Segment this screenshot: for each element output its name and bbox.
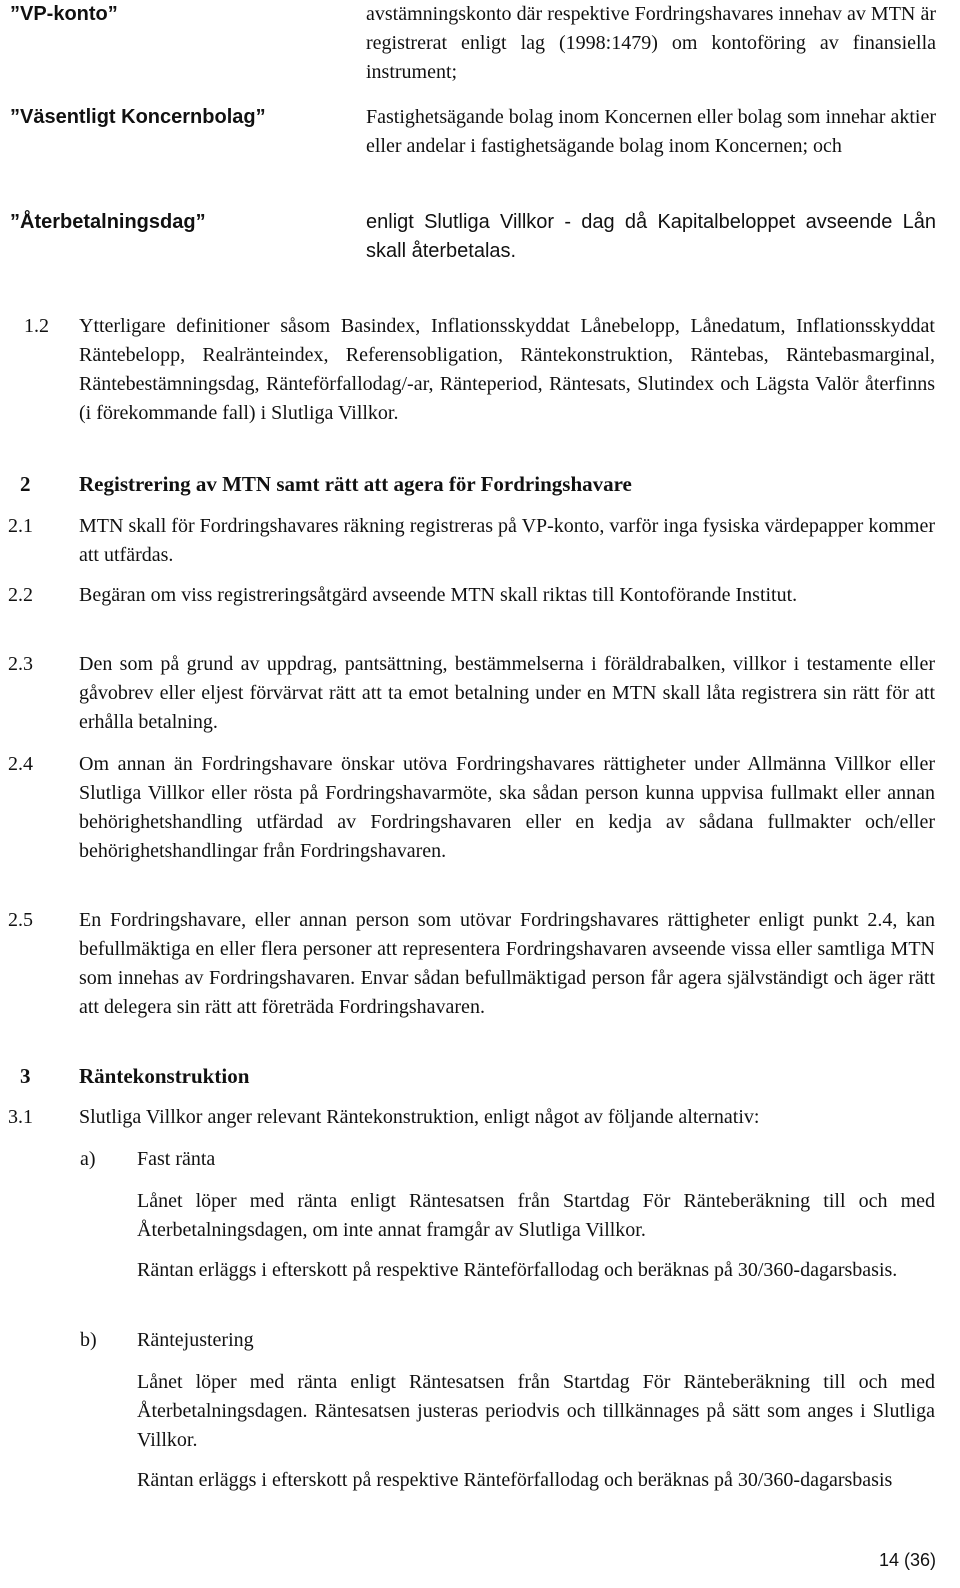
alternative-label-a: a)	[80, 1148, 96, 1170]
definition-text-aterbetalningsdag: enligt Slutliga Villkor - dag då Kapitalbeloppet avseende Lån skall återbetalas.	[366, 211, 936, 262]
alternative-b-paragraph-1: Lånet löper med ränta enligt Räntesatsen från Startdag För Ränteberäkning till och med Återbetalningsdagen. Räntesatsen justeras periodvis och tillkännages på sätt som anges i Slutliga Villkor.	[137, 1371, 935, 1451]
alternative-label-b: b)	[80, 1329, 97, 1351]
clause-number-2-4: 2.4	[8, 753, 33, 775]
clause-number-2-3: 2.3	[8, 653, 33, 675]
definition-text-vp-konto: avstämningskonto där respektive Fordringshavares innehav av MTN är registrerat enligt lag (1998:1479) om kontoföring av finansiella instrument;	[366, 3, 936, 83]
section-number-2: 2	[20, 472, 31, 496]
alternative-title-a: Fast ränta	[137, 1148, 216, 1170]
clause-text-2-1: MTN skall för Fordringshavares räkning registreras på VP-konto, varför inga fysiska värdepapper kommer att utfärdas.	[79, 515, 935, 566]
clause-text-2-3: Den som på grund av uppdrag, pantsättning, bestämmelserna i föräldrabalken, villkor i testamente eller gåvobrev eller eljest förvärvat rätt att ta emot betalning under en MTN skall låta registrera sin rätt för att erhålla betalning.	[79, 653, 935, 733]
alternative-a-paragraph-1: Lånet löper med ränta enligt Räntesatsen från Startdag För Ränteberäkning till och med Återbetalningsdagen, om inte annat framgår av Slutliga Villkor.	[137, 1190, 935, 1241]
alternative-b-paragraph-2: Räntan erläggs i efterskott på respektive Ränteförfallodag och beräknas på 30/360-dagarsbasis	[137, 1469, 893, 1491]
clause-number-2-1: 2.1	[8, 515, 33, 537]
definition-term-vp-konto: ”VP-konto”	[10, 3, 118, 25]
definition-text-vasentligt-koncernbolag: Fastighetsägande bolag inom Koncernen eller bolag som innehar aktier eller andelar i fastighetsägande bolag inom Koncernen; och	[366, 106, 936, 157]
clause-text-1-2: Ytterligare definitioner såsom Basindex, Inflationsskyddat Lånebelopp, Lånedatum, Inflationsskyddat Räntebelopp, Realränteindex, Referensobligation, Räntekonstruktion, Räntebas, Räntebasmarginal, Räntebestämningsdag, Ränteförfallodag/-ar, Ränteperiod, Räntesats, Slutindex och Lägsta Valör återfinns (i förekommande fall) i Slutliga Villkor.	[79, 315, 935, 424]
clause-number-2-2: 2.2	[8, 584, 33, 606]
clause-text-2-4: Om annan än Fordringshavare önskar utöva Fordringshavares rättigheter under Allmänna Villkor eller Slutliga Villkor eller rösta på Fordringshavarmöte, ska sådan person kunna uppvisa fullmakt eller annan behörighetshandling utfärdad av Fordringshavaren eller en kedja av sådana fullmakter och/eller behörighetshandlingar från Fordringshavaren.	[79, 753, 935, 862]
alternative-title-b: Räntejustering	[137, 1329, 254, 1351]
page-number: 14 (36)	[878, 1550, 936, 1570]
clause-number-1-2: 1.2	[24, 315, 49, 337]
clause-number-3-1: 3.1	[8, 1106, 33, 1128]
section-title-2: Registrering av MTN samt rätt att agera för Fordringshavare	[79, 472, 632, 496]
section-number-3: 3	[20, 1064, 31, 1088]
clause-number-2-5: 2.5	[8, 909, 33, 931]
clause-text-3-1: Slutliga Villkor anger relevant Räntekonstruktion, enligt något av följande alternativ:	[79, 1106, 760, 1128]
clause-text-2-5: En Fordringshavare, eller annan person som utövar Fordringshavares rättigheter enligt punkt 2.4, kan befullmäktiga en eller flera personer att representera Fordringshavaren avseende vissa eller samtliga MTN som innehas av Fordringshavaren. Envar sådan befullmäktigad person får agera självständigt och äger rätt att delegera sin rätt att företräda Fordringshavaren.	[79, 909, 935, 1018]
clause-text-2-2: Begäran om viss registreringsåtgärd avseende MTN skall riktas till Kontoförande Institut.	[79, 584, 798, 606]
definition-term-vasentligt-koncernbolag: ”Väsentligt Koncernbolag”	[10, 106, 266, 128]
alternative-a-paragraph-2: Räntan erläggs i efterskott på respektive Ränteförfallodag och beräknas på 30/360-dagarsbasis.	[137, 1259, 898, 1281]
definition-term-aterbetalningsdag: ”Återbetalningsdag”	[10, 211, 206, 233]
section-title-3: Räntekonstruktion	[79, 1064, 250, 1088]
